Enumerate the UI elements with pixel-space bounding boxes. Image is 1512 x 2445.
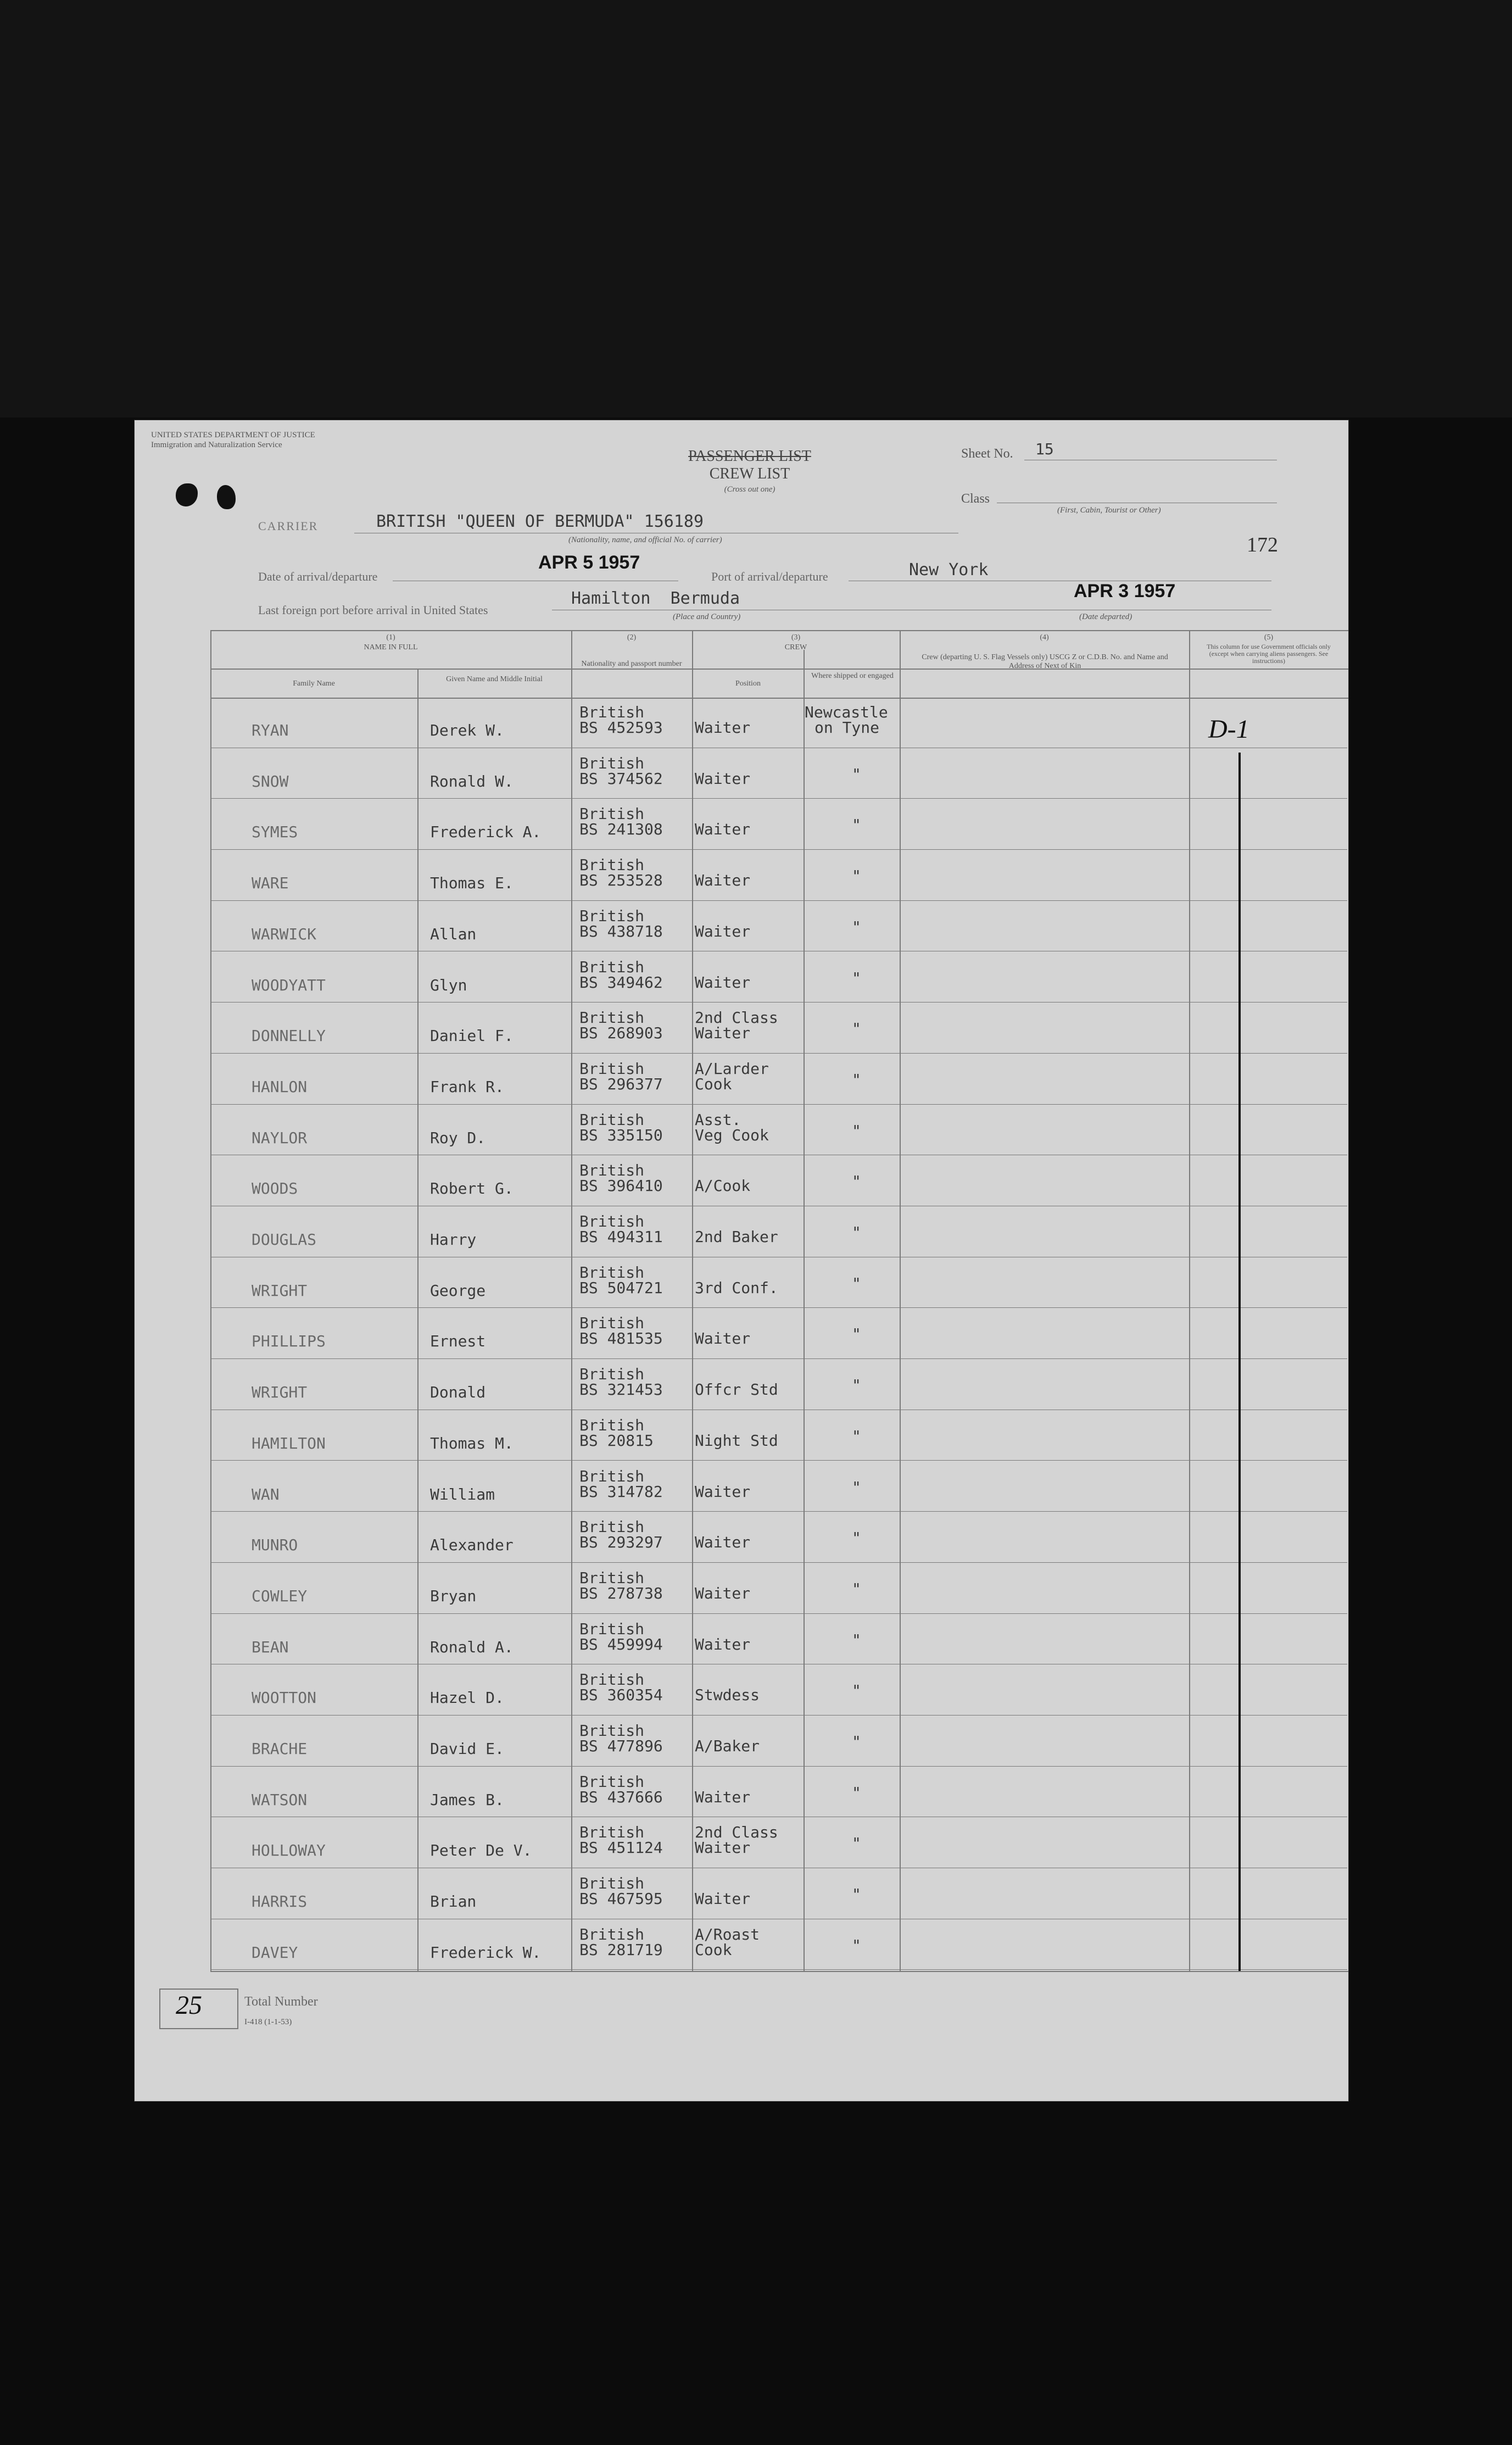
position: Waiter bbox=[695, 820, 751, 839]
passport-number: BS 452593 bbox=[579, 719, 663, 737]
passport-number: BS 477896 bbox=[579, 1737, 663, 1755]
table-row bbox=[210, 1818, 1347, 1868]
position: A/Roast bbox=[695, 1925, 760, 1943]
table-row bbox=[210, 1360, 1347, 1410]
where-shipped: " bbox=[852, 1579, 861, 1598]
where-shipped: " bbox=[852, 917, 861, 936]
passport-number: BS 268903 bbox=[579, 1024, 663, 1043]
col3-position-header: Position bbox=[735, 680, 761, 688]
where-shipped: " bbox=[852, 1376, 861, 1395]
page-number: 172 bbox=[1247, 533, 1278, 556]
position: Waiter bbox=[695, 1635, 751, 1653]
row-divider bbox=[210, 1969, 1347, 1970]
family-name: WARE bbox=[252, 874, 289, 893]
col3-title: CREW bbox=[784, 643, 807, 651]
col1-number: (1) bbox=[386, 633, 395, 642]
where-shipped: " bbox=[852, 765, 861, 783]
passport-number: BS 293297 bbox=[579, 1533, 663, 1552]
where-shipped: " bbox=[852, 1936, 861, 1954]
where-shipped: " bbox=[852, 1885, 861, 1904]
passport-number: BS 374562 bbox=[579, 769, 663, 788]
where-shipped: " bbox=[852, 1733, 861, 1751]
where-shipped: " bbox=[852, 1020, 861, 1038]
row-divider bbox=[210, 1562, 1347, 1563]
departed-stamp: APR 3 1957 bbox=[1074, 581, 1176, 601]
family-name: DAVEY bbox=[252, 1943, 298, 1962]
port-value: New York bbox=[909, 560, 989, 580]
given-name: Frederick A. bbox=[430, 823, 542, 842]
family-name: MUNRO bbox=[252, 1536, 298, 1555]
row-divider bbox=[210, 1460, 1347, 1461]
given-name: Robert G. bbox=[430, 1179, 514, 1198]
nationality: British bbox=[579, 1568, 645, 1587]
position: Offcr Std bbox=[695, 1380, 778, 1399]
position: 3rd Conf. bbox=[695, 1278, 778, 1297]
where-shipped: Newcastle bbox=[805, 703, 888, 721]
row-divider bbox=[210, 1307, 1347, 1308]
table-row bbox=[210, 1614, 1347, 1665]
passport-number: BS 349462 bbox=[579, 973, 663, 992]
given-name: James B. bbox=[430, 1790, 504, 1809]
position: A/Larder bbox=[695, 1059, 769, 1078]
passport-number: BS 504721 bbox=[579, 1278, 663, 1297]
position: Night Std bbox=[695, 1431, 778, 1450]
table-row bbox=[210, 749, 1347, 799]
class-note: (First, Cabin, Tourist or Other) bbox=[1057, 506, 1161, 515]
col4-number: (4) bbox=[1040, 633, 1049, 642]
table-row bbox=[210, 1258, 1347, 1308]
table-row bbox=[210, 1308, 1347, 1359]
where-shipped: " bbox=[852, 1070, 861, 1089]
given-name: Roy D. bbox=[430, 1128, 486, 1147]
where-shipped: " bbox=[852, 1529, 861, 1547]
nationality: British bbox=[579, 1518, 645, 1536]
family-name: BRACHE bbox=[252, 1740, 308, 1758]
family-name: DOUGLAS bbox=[252, 1230, 317, 1249]
nationality: British bbox=[579, 906, 645, 925]
family-name: WATSON bbox=[252, 1790, 308, 1809]
where-shipped: " bbox=[852, 968, 861, 987]
family-name: COWLEY bbox=[252, 1586, 308, 1605]
passport-number: BS 253528 bbox=[579, 871, 663, 890]
table-row bbox=[210, 1207, 1347, 1257]
nationality: British bbox=[579, 1925, 645, 1943]
passport-number: BS 396410 bbox=[579, 1177, 663, 1195]
row-divider bbox=[210, 1715, 1347, 1716]
table-row bbox=[210, 1462, 1347, 1512]
row-divider bbox=[210, 1766, 1347, 1767]
table-row bbox=[210, 1869, 1347, 1919]
given-name: Frank R. bbox=[430, 1077, 504, 1096]
row-divider bbox=[210, 900, 1347, 901]
col4-title: Crew (departing U. S. Flag Vessels only) USCG Z or C.D.B. No. and Name and Address of Next of Kin bbox=[922, 653, 1168, 670]
total-handwritten: 25 bbox=[176, 1991, 202, 2020]
family-name: RYAN bbox=[252, 721, 289, 739]
given-name: Thomas E. bbox=[430, 874, 514, 893]
table-row bbox=[210, 901, 1347, 952]
passport-number: BS 437666 bbox=[579, 1787, 663, 1806]
last-port-note: (Place and Country) bbox=[673, 612, 741, 621]
position: Waiter bbox=[695, 1787, 751, 1806]
nationality: British bbox=[579, 1670, 645, 1689]
where-shipped: " bbox=[852, 1172, 861, 1191]
nationality: British bbox=[579, 1263, 645, 1282]
nationality: British bbox=[579, 1874, 645, 1893]
given-name: Glyn bbox=[430, 976, 467, 994]
table-bottom-border bbox=[210, 1971, 1348, 1972]
family-name: HAMILTON bbox=[252, 1434, 326, 1452]
where-shipped: " bbox=[852, 1478, 861, 1496]
table-row bbox=[210, 1920, 1347, 1970]
row-divider bbox=[210, 1511, 1347, 1512]
row-divider bbox=[210, 798, 1347, 799]
nationality: British bbox=[579, 1365, 645, 1384]
table-row bbox=[210, 1767, 1347, 1818]
handwritten-vertical-line bbox=[1238, 753, 1241, 1971]
where-shipped: " bbox=[852, 1223, 861, 1241]
table-subheader-border bbox=[210, 669, 1348, 670]
nationality: British bbox=[579, 1212, 645, 1230]
position: Waiter bbox=[695, 1482, 751, 1501]
position: 2nd Class bbox=[695, 1823, 778, 1842]
row-divider bbox=[210, 1104, 1347, 1105]
given-name: Thomas M. bbox=[430, 1434, 514, 1452]
position: Waiter bbox=[695, 922, 751, 940]
family-name: WRIGHT bbox=[252, 1383, 308, 1402]
family-name: WOODS bbox=[252, 1179, 298, 1198]
given-name: Brian bbox=[430, 1892, 477, 1911]
passport-number: BS 314782 bbox=[579, 1482, 663, 1501]
position: Asst. bbox=[695, 1110, 741, 1129]
family-name: NAYLOR bbox=[252, 1128, 308, 1147]
given-name: Bryan bbox=[430, 1586, 477, 1605]
passport-number: BS 20815 bbox=[579, 1431, 654, 1450]
position-line-2: Waiter bbox=[695, 1024, 751, 1043]
total-label: Total Number bbox=[244, 1995, 318, 2009]
given-name: Hazel D. bbox=[430, 1689, 504, 1707]
table-row bbox=[210, 1563, 1347, 1614]
given-name: Alexander bbox=[430, 1536, 514, 1555]
given-name: Daniel F. bbox=[430, 1027, 514, 1045]
position: 2nd Class bbox=[695, 1009, 778, 1027]
agency-line-1: UNITED STATES DEPARTMENT OF JUSTICE bbox=[151, 431, 315, 439]
table-row bbox=[210, 1003, 1347, 1054]
nationality: British bbox=[579, 1009, 645, 1027]
cross-out-note: (Cross out one) bbox=[724, 485, 775, 494]
col5-number: (5) bbox=[1264, 633, 1274, 642]
family-name: WOOTTON bbox=[252, 1689, 317, 1707]
nationality: British bbox=[579, 1110, 645, 1129]
ink-blot-mark bbox=[217, 485, 236, 509]
family-name: WRIGHT bbox=[252, 1281, 308, 1300]
last-port-value: Hamilton Bermuda bbox=[571, 589, 740, 608]
where-shipped: " bbox=[852, 1630, 861, 1649]
port-label: Port of arrival/departure bbox=[711, 570, 828, 583]
position: Waiter bbox=[695, 973, 751, 992]
family-name: WAN bbox=[252, 1485, 280, 1503]
table-row bbox=[210, 1411, 1347, 1461]
where-shipped: " bbox=[852, 1834, 861, 1853]
position: Waiter bbox=[695, 1533, 751, 1552]
position-line-2: Cook bbox=[695, 1074, 732, 1093]
sheet-label: Sheet No. bbox=[961, 447, 1013, 461]
position-line-2: Veg Cook bbox=[695, 1126, 769, 1144]
passport-number: BS 278738 bbox=[579, 1584, 663, 1602]
col1-title: NAME IN FULL bbox=[364, 643, 418, 651]
where-shipped: " bbox=[852, 1121, 861, 1140]
passport-number: BS 360354 bbox=[579, 1686, 663, 1705]
col2-title: Nationality and passport number bbox=[581, 660, 682, 668]
col2-number: (2) bbox=[627, 633, 637, 642]
table-row bbox=[210, 953, 1347, 1003]
position: Waiter bbox=[695, 719, 751, 737]
passport-number: BS 296377 bbox=[579, 1074, 663, 1093]
position: Waiter bbox=[695, 1584, 751, 1602]
given-name: William bbox=[430, 1485, 495, 1503]
nationality: British bbox=[579, 1772, 645, 1791]
nationality: British bbox=[579, 754, 645, 772]
table-row bbox=[210, 850, 1347, 901]
col3-number: (3) bbox=[791, 633, 801, 642]
nationality: British bbox=[579, 957, 645, 976]
position: Waiter bbox=[695, 769, 751, 788]
where-shipped: " bbox=[852, 1783, 861, 1802]
passport-number: BS 281719 bbox=[579, 1940, 663, 1959]
table-row bbox=[210, 1665, 1347, 1716]
ink-blot-mark bbox=[176, 483, 198, 506]
family-name: SYMES bbox=[252, 823, 298, 842]
arrival-date-stamp: APR 5 1957 bbox=[538, 552, 640, 573]
where-shipped: " bbox=[852, 1427, 861, 1445]
form-number: I-418 (1-1-53) bbox=[244, 2018, 292, 2026]
position: Waiter bbox=[695, 871, 751, 890]
passport-number: BS 481535 bbox=[579, 1329, 663, 1348]
given-name: Frederick W. bbox=[430, 1943, 542, 1962]
nationality: British bbox=[579, 805, 645, 823]
row-divider bbox=[210, 849, 1347, 850]
nationality: British bbox=[579, 1722, 645, 1740]
where-shipped: " bbox=[852, 1274, 861, 1293]
scan-background bbox=[0, 0, 1512, 417]
carrier-value: BRITISH "QUEEN OF BERMUDA" 156189 bbox=[376, 512, 704, 531]
family-name: WARWICK bbox=[252, 924, 317, 943]
where-shipped: " bbox=[852, 816, 861, 834]
position: A/Baker bbox=[695, 1737, 760, 1755]
where-shipped-line-2: on Tyne bbox=[814, 719, 880, 737]
passport-number: BS 321453 bbox=[579, 1380, 663, 1399]
col1-given-header: Given Name and Middle Initial bbox=[446, 675, 543, 683]
family-name: HANLON bbox=[252, 1077, 308, 1096]
table-row bbox=[210, 1105, 1347, 1156]
arrival-date-label: Date of arrival/departure bbox=[258, 570, 378, 583]
family-name: SNOW bbox=[252, 772, 289, 790]
passport-number: BS 451124 bbox=[579, 1839, 663, 1857]
where-shipped: " bbox=[852, 1325, 861, 1344]
given-name: Harry bbox=[430, 1230, 477, 1249]
nationality: British bbox=[579, 856, 645, 875]
table-row bbox=[210, 1156, 1347, 1206]
given-name: Ronald A. bbox=[430, 1638, 514, 1656]
given-name: George bbox=[430, 1281, 486, 1300]
family-name: PHILLIPS bbox=[252, 1332, 326, 1351]
position: A/Cook bbox=[695, 1177, 751, 1195]
row-divider bbox=[210, 1613, 1347, 1614]
nationality: British bbox=[579, 1467, 645, 1485]
nationality: British bbox=[579, 1161, 645, 1180]
nationality: British bbox=[579, 1059, 645, 1078]
carrier-label: CARRIER bbox=[258, 519, 319, 533]
given-name: David E. bbox=[430, 1740, 504, 1758]
position: Stwdess bbox=[695, 1686, 760, 1705]
passport-number: BS 335150 bbox=[579, 1126, 663, 1144]
table-row bbox=[210, 1054, 1347, 1105]
col3-shipped-header: Where shipped or engaged bbox=[811, 672, 894, 680]
handwritten-annotation: D-1 bbox=[1208, 715, 1249, 744]
given-name: Allan bbox=[430, 924, 477, 943]
nationality: British bbox=[579, 1619, 645, 1638]
given-name: Donald bbox=[430, 1383, 486, 1402]
table-row bbox=[210, 1512, 1347, 1563]
agency-header bbox=[151, 430, 315, 450]
family-name: DONNELLY bbox=[252, 1027, 326, 1045]
form-title: CREW LIST bbox=[709, 465, 790, 482]
crew-list-page bbox=[135, 420, 1348, 2101]
position-line-2: Waiter bbox=[695, 1839, 751, 1857]
passport-number: BS 438718 bbox=[579, 922, 663, 940]
position: Waiter bbox=[695, 1890, 751, 1908]
given-name: Ronald W. bbox=[430, 772, 514, 790]
given-name: Peter De V. bbox=[430, 1841, 532, 1860]
table-row bbox=[210, 799, 1347, 850]
nationality: British bbox=[579, 703, 645, 721]
agency-line-2: Immigration and Naturalization Service bbox=[151, 441, 282, 449]
given-name: Ernest bbox=[430, 1332, 486, 1351]
departed-note: (Date departed) bbox=[1079, 612, 1132, 621]
nationality: British bbox=[579, 1416, 645, 1434]
given-name: Derek W. bbox=[430, 721, 504, 739]
nationality: British bbox=[579, 1314, 645, 1333]
row-divider bbox=[210, 1358, 1347, 1359]
nationality: British bbox=[579, 1823, 645, 1842]
position-line-2: Cook bbox=[695, 1940, 732, 1959]
passport-number: BS 459994 bbox=[579, 1635, 663, 1653]
table-row bbox=[210, 698, 1347, 748]
row-divider bbox=[210, 1053, 1347, 1054]
position: Waiter bbox=[695, 1329, 751, 1348]
passport-number: BS 494311 bbox=[579, 1228, 663, 1246]
where-shipped: " bbox=[852, 1681, 861, 1700]
carrier-note: (Nationality, name, and official No. of carrier) bbox=[568, 536, 722, 544]
table-top-border bbox=[210, 630, 1348, 631]
position: 2nd Baker bbox=[695, 1228, 778, 1246]
class-label: Class bbox=[961, 492, 990, 506]
last-port-label: Last foreign port before arrival in United States bbox=[258, 603, 488, 617]
family-name: HOLLOWAY bbox=[252, 1841, 326, 1860]
table-row bbox=[210, 1716, 1347, 1767]
form-title-struck: PASSENGER LIST bbox=[688, 448, 811, 465]
col5-title: This column for use Government officials only (except when carrying aliens passengers. See instructions) bbox=[1207, 643, 1331, 665]
passport-number: BS 241308 bbox=[579, 820, 663, 839]
col1-family-header: Family Name bbox=[293, 680, 335, 688]
family-name: BEAN bbox=[252, 1638, 289, 1656]
family-name: HARRIS bbox=[252, 1892, 308, 1911]
family-name: WOODYATT bbox=[252, 976, 326, 994]
sheet-number: 15 bbox=[1035, 440, 1054, 458]
passport-number: BS 467595 bbox=[579, 1890, 663, 1908]
where-shipped: " bbox=[852, 867, 861, 885]
